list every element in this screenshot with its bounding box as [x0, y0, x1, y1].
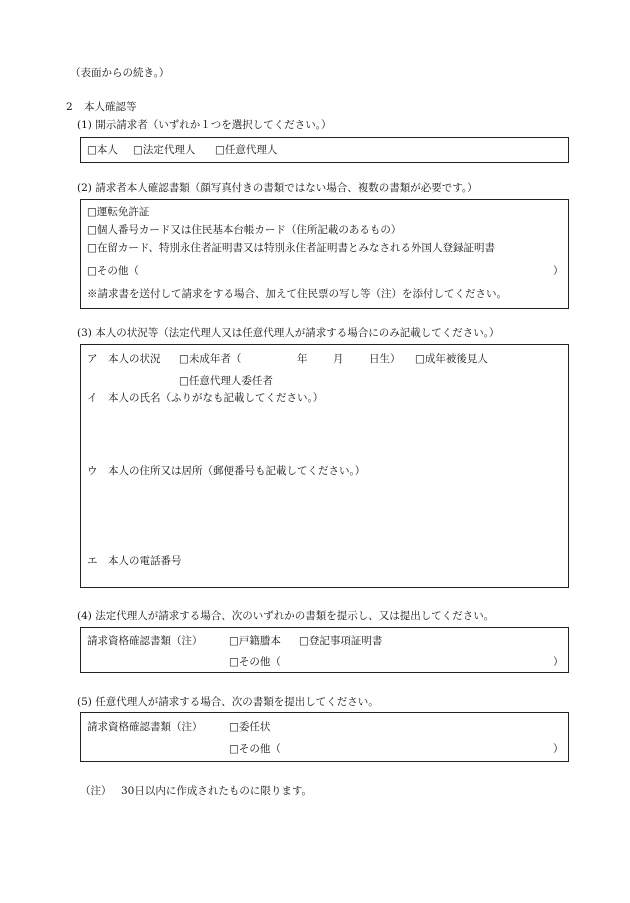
q3-box	[80, 344, 569, 588]
q2-item-residence-card[interactable]: □在留カード、特別永住者証明書又は特別永住者証明書とみなされる外国人登録証明書	[87, 242, 495, 254]
q3-i-label: イ 本人の氏名（ふりがなも記載してください。）	[87, 392, 324, 404]
q4-label: (4) 法定代理人が請求する場合、次のいずれかの書類を提示し、又は提出してください。	[77, 610, 495, 622]
q5-option-other[interactable]: □その他（	[229, 743, 281, 755]
q3-label: (3) 本人の状況等（法定代理人又は任意代理人が請求する場合にのみ記載してください。）	[77, 327, 500, 339]
q4-doc-label: 請求資格確認書類（注）	[87, 635, 203, 647]
q2-other-close: ）	[553, 265, 564, 277]
q3-e-label: エ 本人の電話番号	[87, 555, 182, 567]
q3-a-year: 年	[297, 353, 308, 365]
q4-option-other[interactable]: □その他（	[229, 656, 281, 668]
footnote-text: 30日以内に作成されたものに限ります。	[121, 785, 313, 797]
q5-option-power-of-attorney[interactable]: □委任状	[229, 721, 271, 733]
q5-box	[80, 712, 569, 762]
q5-doc-label: 請求資格確認書類（注）	[87, 721, 203, 733]
q3-a-delegator[interactable]: □任意代理人委任者	[179, 375, 273, 387]
continuation-note: （表面からの続き。）	[70, 67, 170, 79]
q2-item-drivers-license[interactable]: □運転免許証	[87, 206, 150, 218]
q1-option-self[interactable]: □本人	[87, 144, 118, 156]
q1-label: (1) 開示請求者（いずれか１つを選択してください。）	[77, 119, 332, 131]
q2-item-my-number-card[interactable]: □個人番号カード又は住民基本台帳カード（住所記載のあるもの）	[87, 224, 402, 236]
footnote-mark: （注）	[80, 785, 112, 797]
q3-a-minor[interactable]: □未成年者（	[179, 353, 242, 365]
q3-a-guardian[interactable]: □成年被後見人	[415, 353, 488, 365]
q3-a-label: ア 本人の状況	[87, 353, 161, 365]
q4-option-registry-certificate[interactable]: □登記事項証明書	[299, 635, 383, 647]
section-title: 本人確認等	[84, 101, 137, 113]
q3-u-label: ウ 本人の住所又は居所（郵便番号も記載してください。）	[87, 465, 366, 477]
q5-other-close: ）	[553, 743, 564, 755]
q2-note: ※請求書を送付して請求をする場合、加えて住民票の写し等（注）を添付してください。	[87, 288, 507, 300]
q2-box	[80, 199, 569, 309]
q1-option-legal-agent[interactable]: □法定代理人	[133, 144, 196, 156]
q4-box	[80, 627, 569, 673]
q2-item-other[interactable]: □その他（	[87, 265, 139, 277]
q4-option-family-register[interactable]: □戸籍謄本	[229, 635, 281, 647]
q5-label: (5) 任意代理人が請求する場合、次の書類を提出してください。	[77, 696, 379, 708]
q1-option-voluntary-agent[interactable]: □任意代理人	[215, 144, 278, 156]
q1-box	[80, 137, 569, 163]
q3-a-month: 月	[333, 353, 344, 365]
section-number: 2	[66, 101, 73, 113]
q3-a-born: 日生）	[369, 353, 401, 365]
q4-other-close: ）	[553, 656, 564, 668]
q2-label: (2) 請求者本人確認書類（顔写真付きの書類ではない場合、複数の書類が必要です。）	[77, 182, 478, 194]
